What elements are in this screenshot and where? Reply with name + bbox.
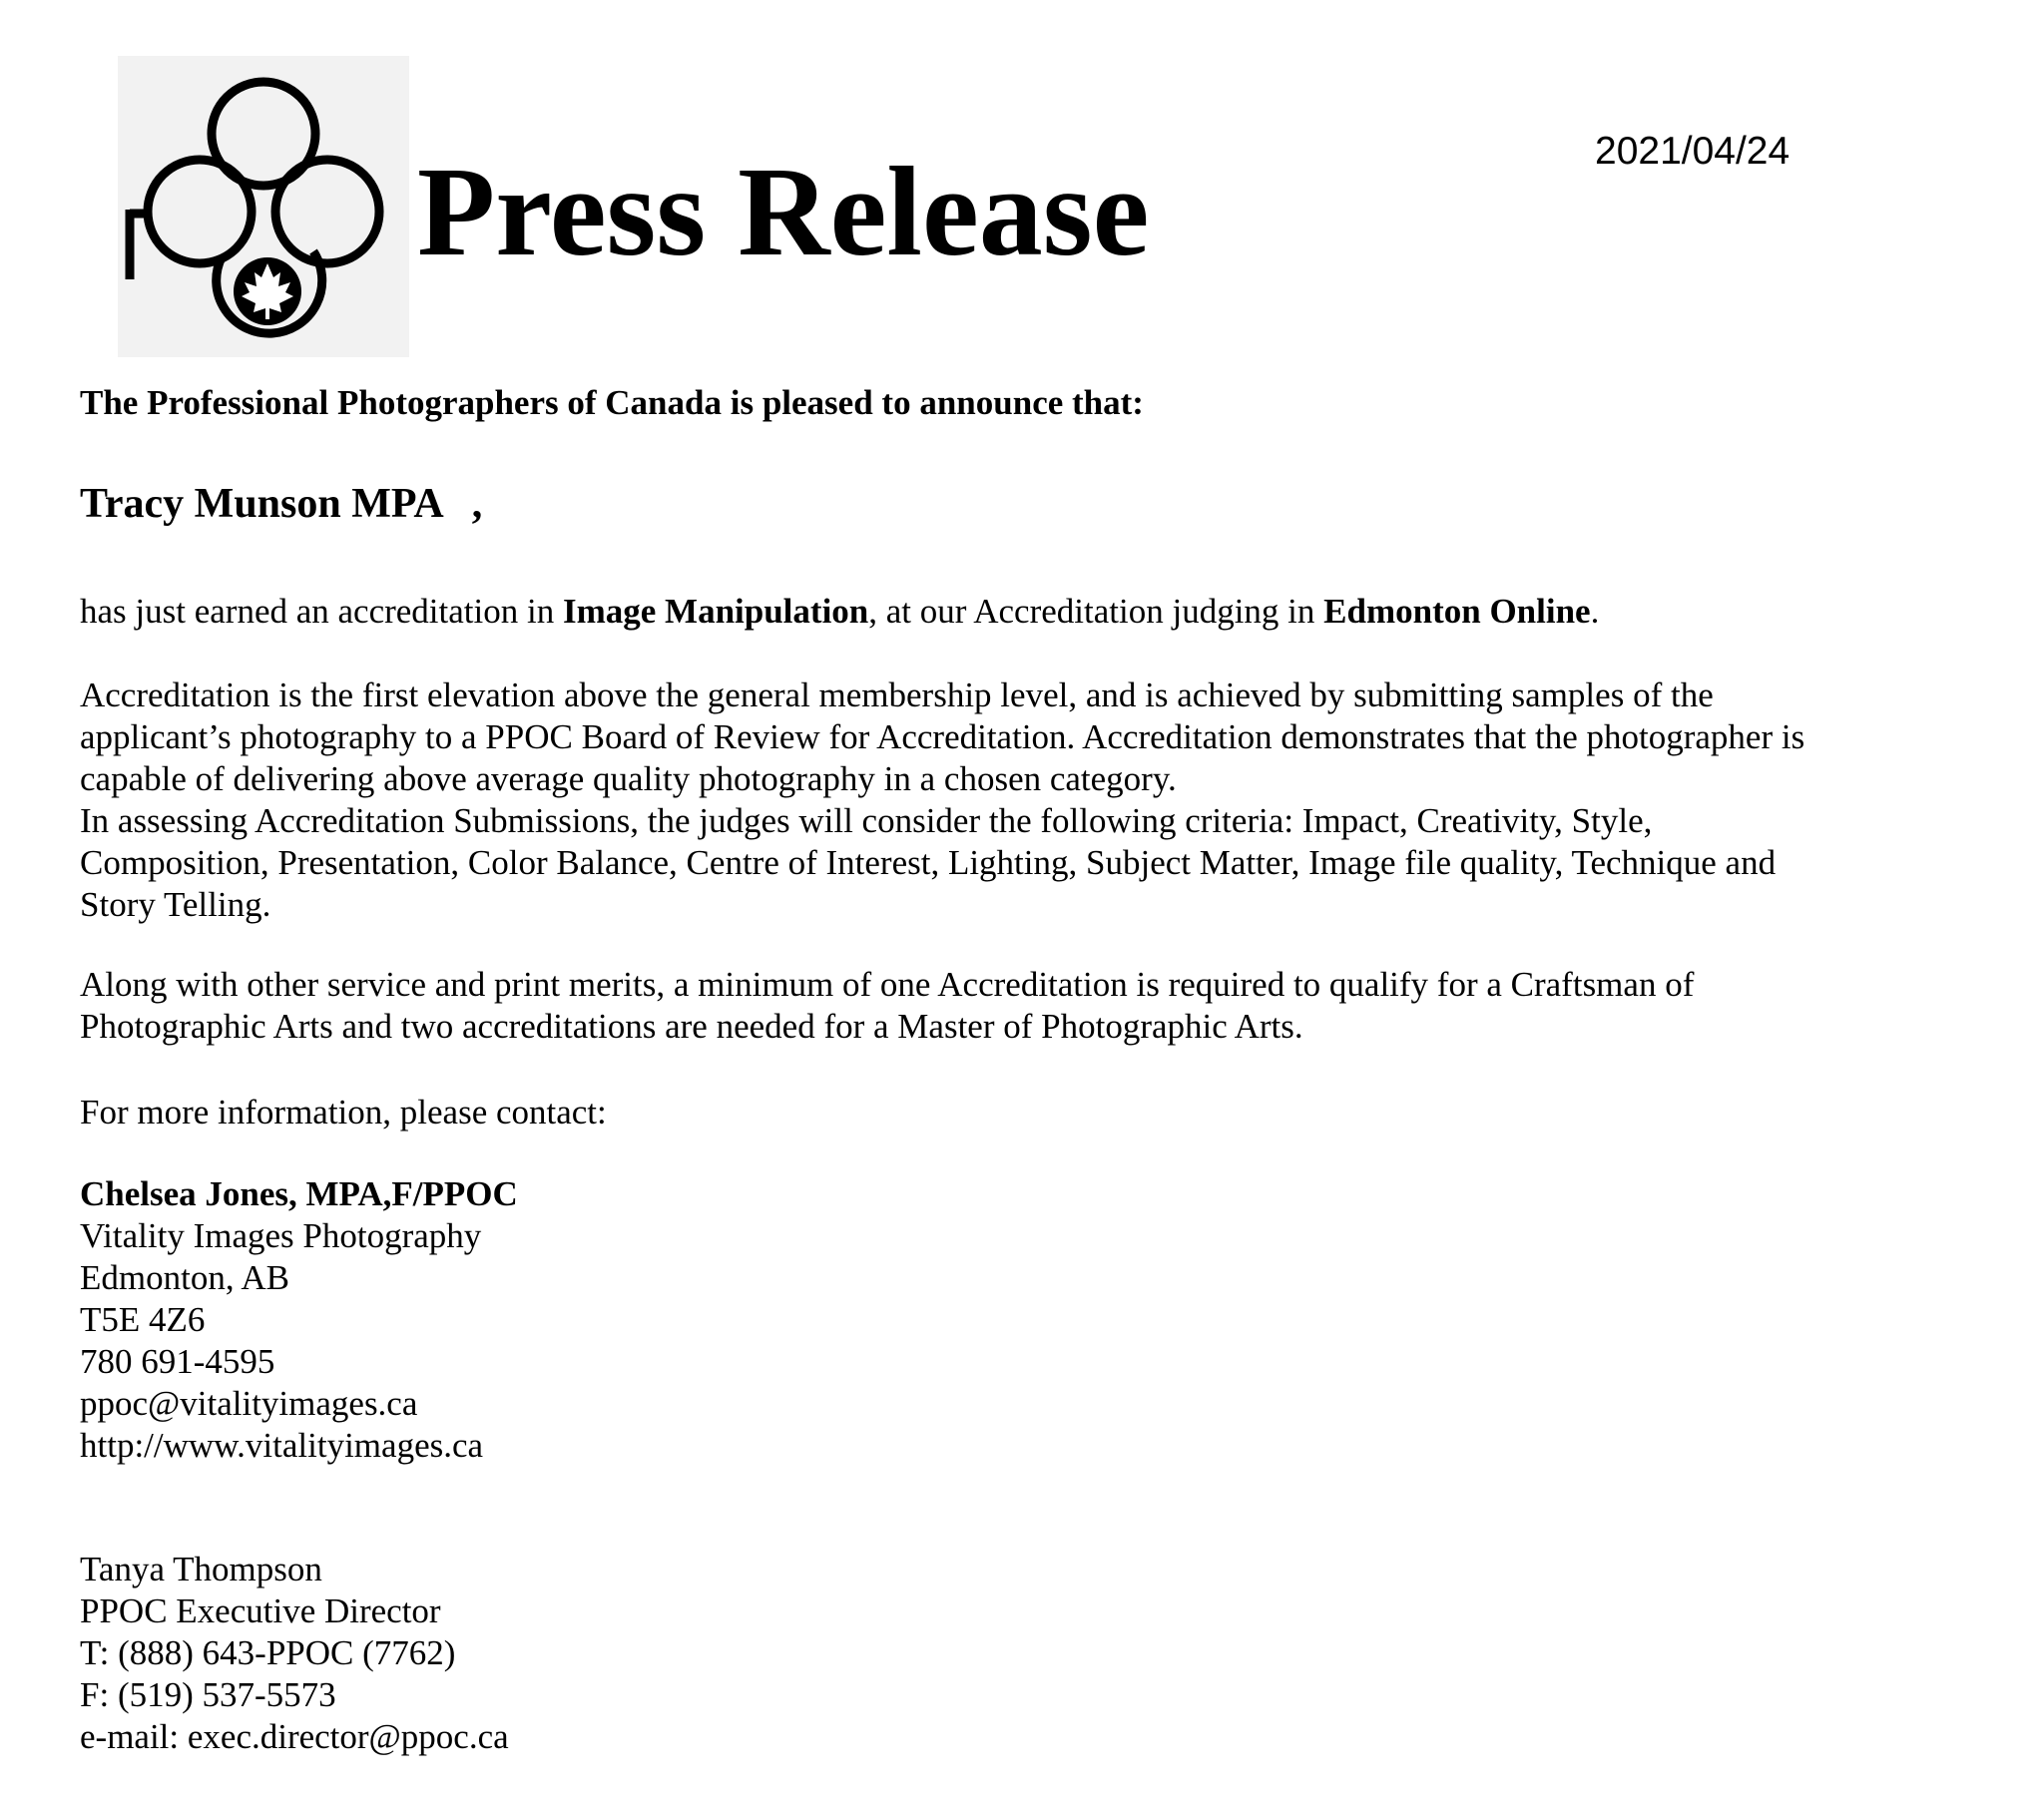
- contact-website[interactable]: http://www.vitalityimages.ca: [80, 1426, 484, 1465]
- director-title: PPOC Executive Director: [80, 1591, 441, 1630]
- ppoc-logo-graphic: [118, 56, 409, 357]
- announcement-intro: The Professional Photographers of Canada is pleased to announce that:: [80, 383, 1144, 422]
- contact-email[interactable]: ppoc@vitalityimages.ca: [80, 1384, 418, 1423]
- director-fax: F: (519) 537-5573: [80, 1675, 336, 1714]
- contact-lead-text: For more information, please contact:: [80, 1093, 607, 1131]
- description-line: Story Telling.: [80, 885, 271, 924]
- award-statement: [80, 591, 2006, 633]
- award-middle: , at our Accreditation judging in: [868, 592, 1324, 631]
- award-suffix: .: [1590, 592, 1600, 631]
- contact-name: Chelsea Jones, MPA,F/PPOC: [80, 1174, 518, 1213]
- honoree-comma: ,: [471, 481, 483, 527]
- description-line: In assessing Accreditation Submissions, the judges will consider the following criteria: Impact, Creativity, Style,: [80, 801, 1653, 840]
- director-phone: T: (888) 643-PPOC (7762): [80, 1633, 456, 1672]
- contact-company: Vitality Images Photography: [80, 1216, 482, 1255]
- director-email[interactable]: e-mail: exec.director@ppoc.ca: [80, 1717, 509, 1756]
- merit-line: Photographic Arts and two accreditations are needed for a Master of Photographic Arts.: [80, 1007, 1303, 1046]
- contact-postal-code: T5E 4Z6: [80, 1300, 206, 1339]
- honoree-name: Tracy Munson MPA: [80, 481, 444, 527]
- description-line: Composition, Presentation, Color Balance, Centre of Interest, Lighting, Subject Matter, Image file quality, Technique and: [80, 843, 1777, 882]
- award-location: Edmonton Online: [1323, 592, 1591, 631]
- ppoc-logo: [118, 56, 409, 357]
- release-date: 2021/04/24: [1595, 130, 1790, 173]
- merit-line: Along with other service and print merits, a minimum of one Accreditation is required to qualify for a Craftsman of: [80, 965, 1695, 1004]
- description-line: applicant’s photography to a PPOC Board of Review for Accreditation. Accreditation demonstrates that the photographer is: [80, 717, 1805, 756]
- press-release-title: Press Release: [417, 141, 1150, 282]
- description-line: Accreditation is the first elevation above the general membership level, and is achieved by submitting samples of the: [80, 676, 1714, 714]
- award-prefix: has just earned an accreditation in: [80, 592, 563, 631]
- merit-requirements: [80, 964, 2006, 1048]
- director-card: [80, 1549, 2006, 1758]
- contact-lead: [80, 1092, 2006, 1133]
- award-category: Image Manipulation: [562, 592, 869, 631]
- honoree-line: [80, 483, 482, 525]
- contact-card: [80, 1173, 2006, 1467]
- contact-phone: 780 691-4595: [80, 1342, 275, 1381]
- accreditation-description: [80, 675, 2006, 926]
- director-name: Tanya Thompson: [80, 1550, 322, 1588]
- contact-city: Edmonton, AB: [80, 1258, 290, 1297]
- description-line: capable of delivering above average quality photography in a chosen category.: [80, 759, 1177, 798]
